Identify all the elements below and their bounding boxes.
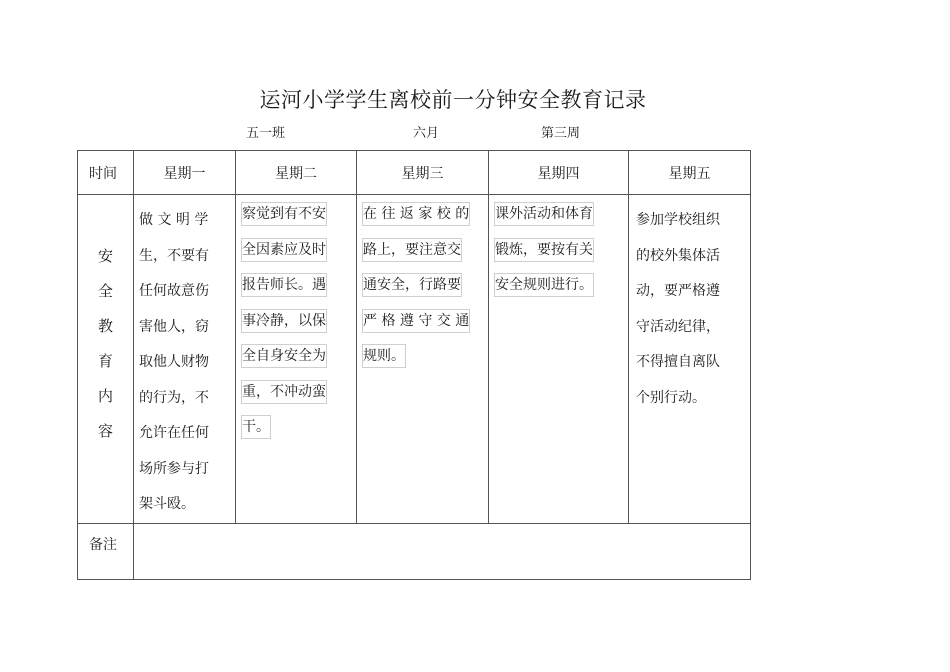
content-mon [134,195,236,524]
text-line: 锻炼，要按有关 [494,238,594,262]
row-label-char: 容 [97,421,113,440]
text-line: 严 格 遵 守 交 通 [362,309,470,333]
note-row [78,523,751,579]
text-line: 事冷静，以保 [241,309,327,333]
week: 第三周 [541,126,581,141]
row-label-char: 教 [97,316,113,335]
text-line: 全自身安全为 [241,344,327,368]
text-line: 的校外集体活 [636,247,720,264]
row-label-char: 全 [97,281,113,300]
text-line: 规则。 [362,344,406,368]
text-line: 通安全，行路要 [362,273,462,297]
page-title: 运河小学学生离校前一分钟安全教育记录 [259,88,647,112]
record-table [77,150,751,580]
text-line: 取他人财物 [139,354,209,370]
header-fri: 星期五 [629,151,751,195]
text-line: 守活动纪律， [636,318,720,335]
row-label [78,195,133,523]
content-tue [236,195,357,524]
text-line: 课外活动和体育 [494,202,594,226]
content-wed [357,195,489,524]
text-line: 在 往 返 家 校 的 [362,202,470,226]
text-line: 的行为，不 [139,389,209,406]
text-line: 允许在任何 [139,425,209,441]
row-label-char: 安 [97,246,113,265]
row-label-cell [78,195,134,524]
month: 六月 [413,126,440,141]
content-row [78,195,751,524]
text-line: 参加学校组织 [636,212,720,228]
text-line: 架斗殴。 [139,496,195,512]
text-line: 重，不冲动蛮 [241,380,327,404]
text-line: 察觉到有不安 [241,202,327,226]
text-line: 路上，要注意交 [362,238,462,262]
text-line: 不得擅自离队 [636,354,720,370]
header-mon: 星期一 [134,151,236,195]
text-line: 场所参与打 [139,460,209,477]
text-line: 动，要严格遵 [636,283,720,299]
text-line: 安全规则进行。 [494,273,594,297]
text-line: 生，不要有 [139,247,209,264]
content-thu [489,195,629,524]
text-line: 报告师长。遇 [241,273,327,297]
header-wed: 星期三 [357,151,489,195]
header-tue: 星期二 [236,151,357,195]
note-value [134,523,751,579]
text-line: 任何故意伤 [139,283,209,299]
note-label: 备注 [78,523,134,579]
header-time: 时间 [78,151,134,195]
text-line: 全因素应及时 [241,238,327,262]
header-row [78,151,751,195]
header-thu: 星期四 [489,151,629,195]
row-label-char: 内 [97,386,113,405]
content-fri [629,195,751,524]
text-line: 害他人，窃 [139,318,209,335]
row-label-char: 育 [97,351,113,370]
class-name: 五一班 [246,126,286,141]
text-line: 个别行动。 [636,389,706,406]
text-line: 做 文 明 学 [139,212,209,228]
text-line: 干。 [241,415,271,439]
